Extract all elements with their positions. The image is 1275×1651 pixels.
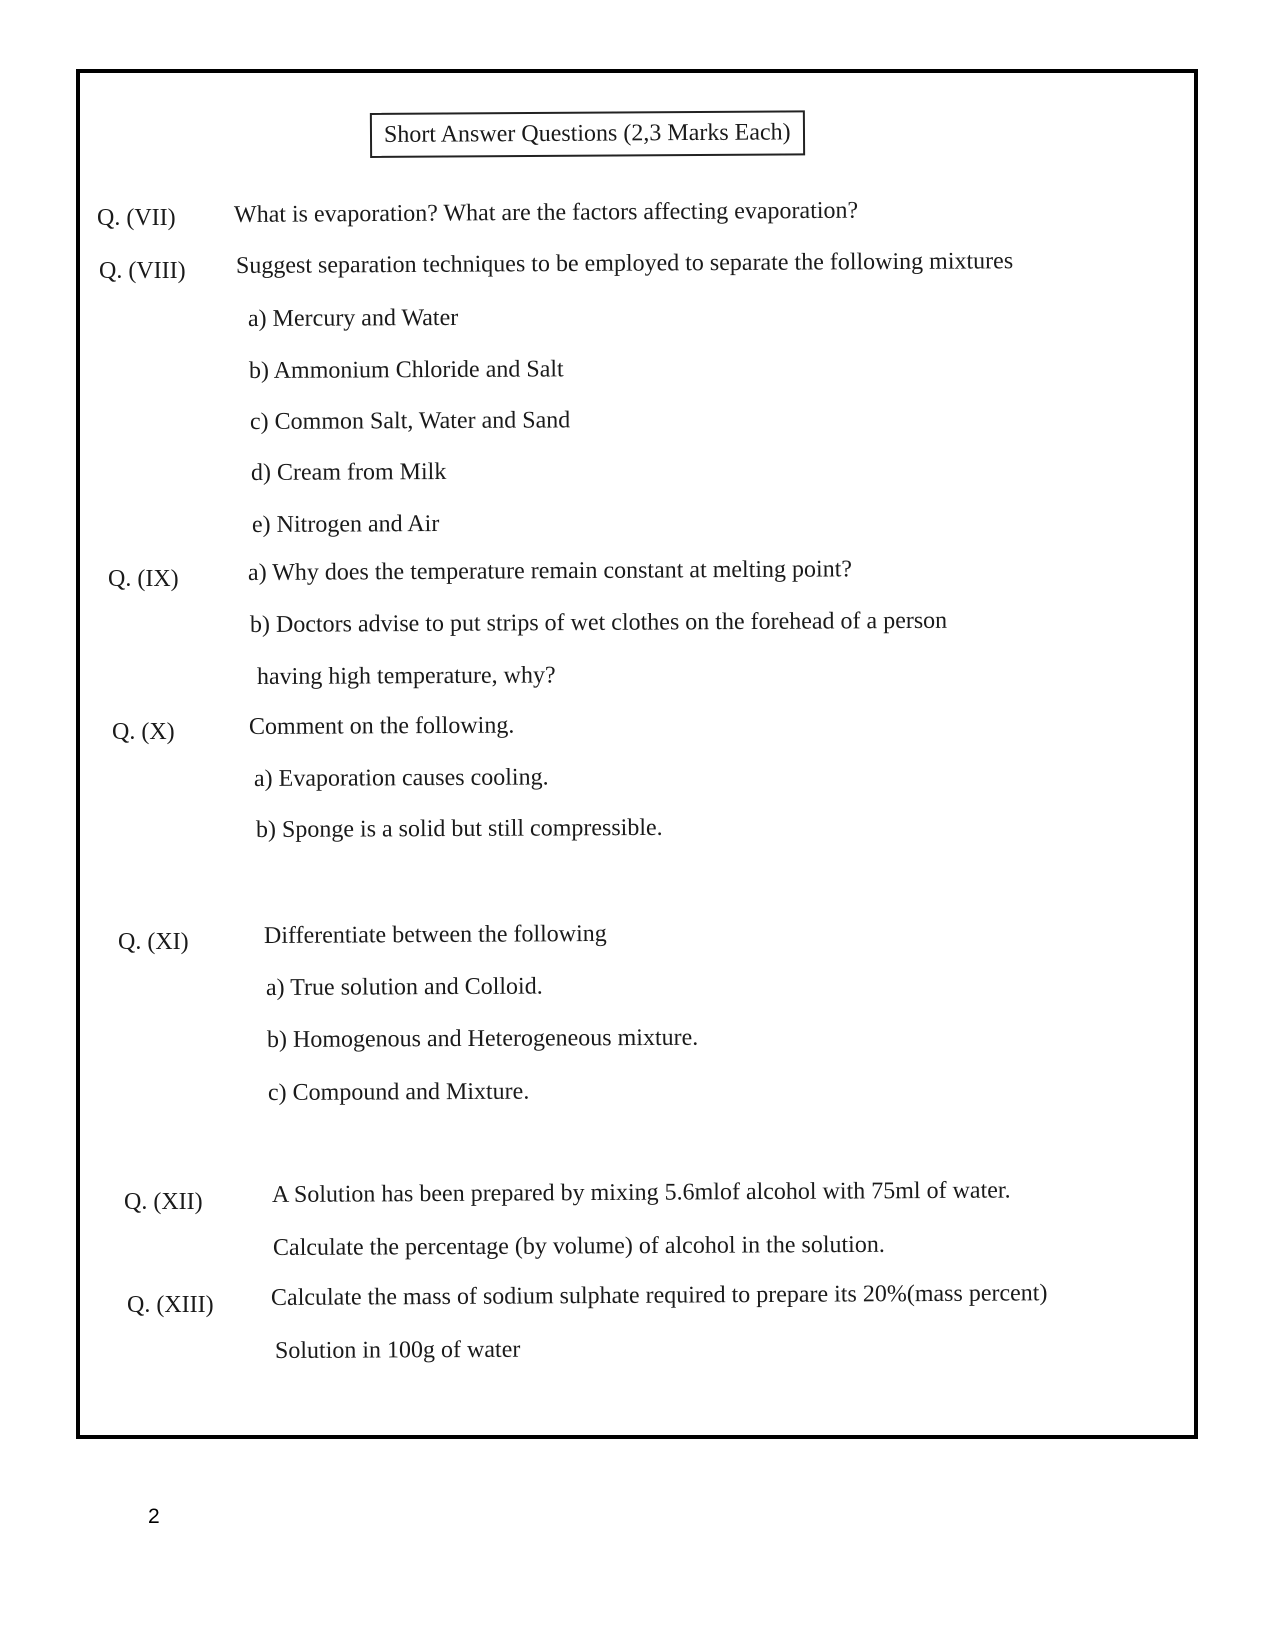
section-title: Short Answer Questions (2,3 Marks Each) [370,110,805,158]
question-label-xiii: Q. (XIII) [127,1292,214,1318]
question-viii-text: Suggest separation techniques to be employed to separate the following mixtures [235,248,1014,279]
question-ix-part-b: b) Doctors advise to put strips of wet clothes on the forehead of a person [249,607,948,638]
question-ix-part-b-cont: having high temperature, why? [256,662,556,690]
page-number: 2 [148,1505,160,1528]
question-xi-part-b: b) Homogenous and Heterogeneous mixture. [266,1024,699,1053]
question-viii-option-e: e) Nitrogen and Air [251,511,440,538]
question-xi-part-c: c) Compound and Mixture. [267,1078,530,1106]
question-viii-option-c: c) Common Salt, Water and Sand [249,407,571,435]
question-viii-option-d: d) Cream from Milk [250,458,447,486]
question-xii-text: A Solution has been prepared by mixing 5.6mlof alcohol with 75ml of water. [271,1177,1011,1208]
question-xi-part-a: a) True solution and Colloid. [265,973,543,1001]
question-x-text: Comment on the following. [248,712,515,740]
question-xiii-text-cont: Solution in 100g of water [274,1336,521,1364]
question-label-xi: Q. (XI) [118,929,189,955]
question-label-viii: Q. (VIII) [99,258,186,284]
question-xi-text: Differentiate between the following [263,920,607,949]
question-label-x: Q. (X) [112,719,175,745]
question-ix-part-a: a) Why does the temperature remain constant at melting point? [247,556,853,586]
question-label-vii: Q. (VII) [97,205,176,231]
question-x-part-a: a) Evaporation causes cooling. [253,764,549,792]
question-viii-option-b: b) Ammonium Chloride and Salt [248,356,564,384]
question-label-xii: Q. (XII) [124,1189,203,1215]
question-vii-text: What is evaporation? What are the factors affecting evaporation? [233,197,859,228]
question-x-part-b: b) Sponge is a solid but still compressible. [255,814,663,843]
question-viii-option-a: a) Mercury and Water [247,304,459,332]
question-label-ix: Q. (IX) [108,566,179,592]
question-xiii-text: Calculate the mass of sodium sulphate required to prepare its 20%(mass percent) [270,1280,1048,1311]
question-xii-text-cont: Calculate the percentage (by volume) of alcohol in the solution. [272,1231,885,1261]
